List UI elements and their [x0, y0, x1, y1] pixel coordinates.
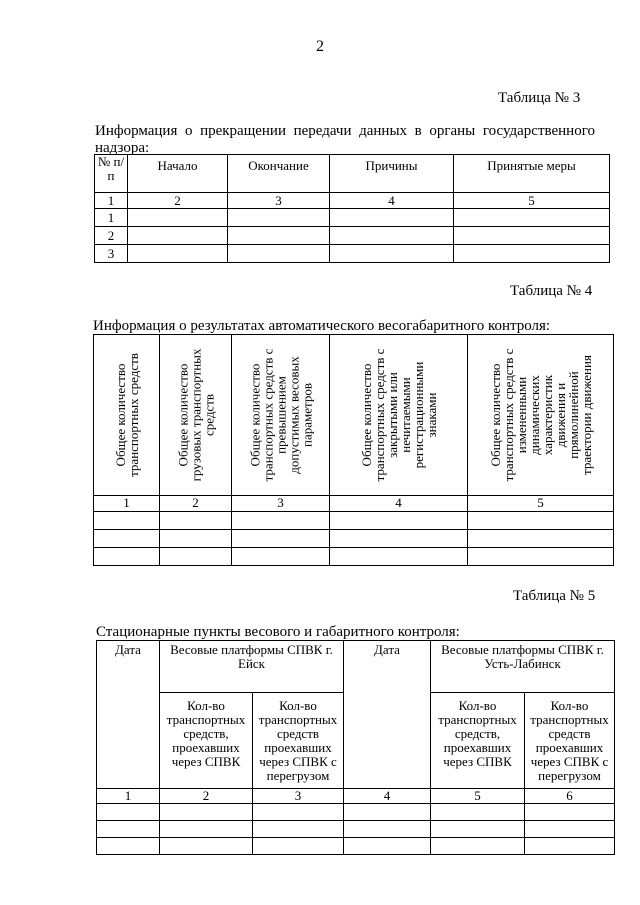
table-cell: [431, 821, 525, 838]
table3-header-start: [128, 155, 228, 193]
table3-num-cell: 1: [95, 193, 128, 209]
table5-num-cell: 6: [525, 789, 615, 804]
table-cell: [94, 548, 160, 566]
table5-label: Таблица № 5: [513, 588, 596, 604]
table4-header-trucks: [160, 335, 232, 496]
table5-num-cell: 4: [344, 789, 431, 804]
table-cell: [253, 838, 344, 855]
table-cell: [228, 209, 330, 227]
table-cell: [454, 245, 610, 263]
table-row: [97, 821, 615, 838]
table4-label: Таблица № 4: [510, 283, 593, 299]
table3-num-cell: 4: [330, 193, 454, 209]
table5-sub-count-1: Кол-во транспортных средств, проехавших через СПВК: [160, 693, 253, 789]
table5-num-cell: 5: [431, 789, 525, 804]
table-cell: [330, 227, 454, 245]
table-cell: [232, 530, 330, 548]
table-cell: [97, 804, 160, 821]
table-row: [97, 838, 615, 855]
table-cell: [431, 804, 525, 821]
table-cell: [330, 548, 468, 566]
table-cell: [468, 530, 614, 548]
table5-sub-overload-2: Кол-во транспортных средств проехавших через СПВК с перегрузом: [525, 693, 615, 789]
table5-num-cell: 3: [253, 789, 344, 804]
table5-num-cell: 2: [160, 789, 253, 804]
table3-header-start-text: Начало: [157, 158, 198, 173]
table5-caption: Стационарные пункты весового и габаритного контроля:: [96, 624, 460, 640]
table-cell: [228, 227, 330, 245]
table-cell: [330, 245, 454, 263]
table-cell: [128, 245, 228, 263]
table4-num-cell: 2: [160, 496, 232, 512]
table-cell: [160, 838, 253, 855]
table-cell: [344, 838, 431, 855]
table3-row-num: 1: [95, 209, 128, 227]
table3-row-num: 2: [95, 227, 128, 245]
table-cell: [94, 530, 160, 548]
table-cell: [128, 227, 228, 245]
table-cell: [253, 804, 344, 821]
table4-header-changed-dynamics-text: Общее количество транспортных средств с измененными динамических характеристик движения и прямолинейной траектории движения: [487, 348, 594, 482]
table-cell: [160, 530, 232, 548]
table4-caption: Информация о результатах автоматического весогабаритного контроля:: [93, 318, 551, 334]
table-cell: [160, 512, 232, 530]
table-cell: [97, 821, 160, 838]
table4: [93, 334, 614, 566]
table5-header-group1: Весовые платформы СПВК г. Ейск: [160, 641, 344, 693]
page-number: 2: [316, 38, 324, 55]
table3: [94, 154, 610, 263]
table-cell: [344, 804, 431, 821]
table5-header-date1: Дата: [97, 641, 160, 789]
table-row: [94, 512, 614, 530]
table5-num-cell: 1: [97, 789, 160, 804]
table-cell: [330, 209, 454, 227]
table-row: [97, 804, 615, 821]
table4-header-changed-dynamics: [468, 335, 614, 496]
table5-sub-overload-1: Кол-во транспортных средств проехавших через СПВК с перегрузом: [253, 693, 344, 789]
table3-header-reasons: [330, 155, 454, 193]
table4-num-cell: 3: [232, 496, 330, 512]
table3-num-cell: 3: [228, 193, 330, 209]
table-cell: [525, 838, 615, 855]
table-cell: [94, 512, 160, 530]
table4-header-overweight-text: Общее количество транспортных средств с превышением допустимых весовых параметров: [247, 348, 314, 482]
table-cell: [468, 548, 614, 566]
table-cell: [228, 245, 330, 263]
table3-caption-line1: Информация о прекращении передачи данных в органы государственного: [95, 123, 595, 139]
table3-caption-line2: надзора:: [95, 140, 150, 156]
table-cell: [330, 512, 468, 530]
table-cell: [232, 512, 330, 530]
table-cell: [468, 512, 614, 530]
table5: [96, 640, 615, 855]
table-cell: [454, 209, 610, 227]
table-cell: [97, 838, 160, 855]
table-cell: [454, 227, 610, 245]
table3-header-end: [228, 155, 330, 193]
table3-header-measures: [454, 155, 610, 193]
table3-header-reasons-text: Причины: [365, 158, 418, 173]
table4-header-overweight: [232, 335, 330, 496]
table4-num-cell: 4: [330, 496, 468, 512]
table-row: [94, 548, 614, 566]
table-cell: [160, 804, 253, 821]
table3-header-num: [95, 155, 128, 193]
table5-header-group2: Весовые платформы СПВК г. Усть-Лабинск: [431, 641, 615, 693]
table3-label: Таблица № 3: [498, 90, 581, 106]
table4-num-cell: 5: [468, 496, 614, 512]
table3-header-end-text: Окончание: [248, 158, 309, 173]
table-cell: [525, 804, 615, 821]
table-cell: [160, 548, 232, 566]
table5-header-date2: Дата: [344, 641, 431, 789]
table3-num-cell: 2: [128, 193, 228, 209]
table-cell: [525, 821, 615, 838]
table-row: [94, 530, 614, 548]
table4-header-total: [94, 335, 160, 496]
table4-header-unreadable-plates: [330, 335, 468, 496]
table4-header-unreadable-plates-text: Общее количество транспортных средств с закрытыми или нечитаемыми регистрационными знаками: [358, 348, 439, 482]
table-row: [95, 227, 610, 245]
table-cell: [160, 821, 253, 838]
table-cell: [253, 821, 344, 838]
table3-row-num: 3: [95, 245, 128, 263]
table3-num-cell: 5: [454, 193, 610, 209]
table3-header-num-text: № п/п: [97, 154, 125, 183]
table-cell: [128, 209, 228, 227]
table3-header-measures-text: Принятые меры: [487, 158, 576, 173]
table-cell: [232, 548, 330, 566]
table-row: [95, 245, 610, 263]
table-row: [95, 209, 610, 227]
table4-header-trucks-text: Общее количество грузовых транспортных средств: [175, 348, 216, 482]
table-cell: [330, 530, 468, 548]
table4-num-cell: 1: [94, 496, 160, 512]
table-cell: [344, 821, 431, 838]
table5-sub-count-2: Кол-во транспортных средств, проехавших через СПВК: [431, 693, 525, 789]
table4-header-total-text: Общее количество транспортных средств: [112, 353, 141, 477]
table-cell: [431, 838, 525, 855]
